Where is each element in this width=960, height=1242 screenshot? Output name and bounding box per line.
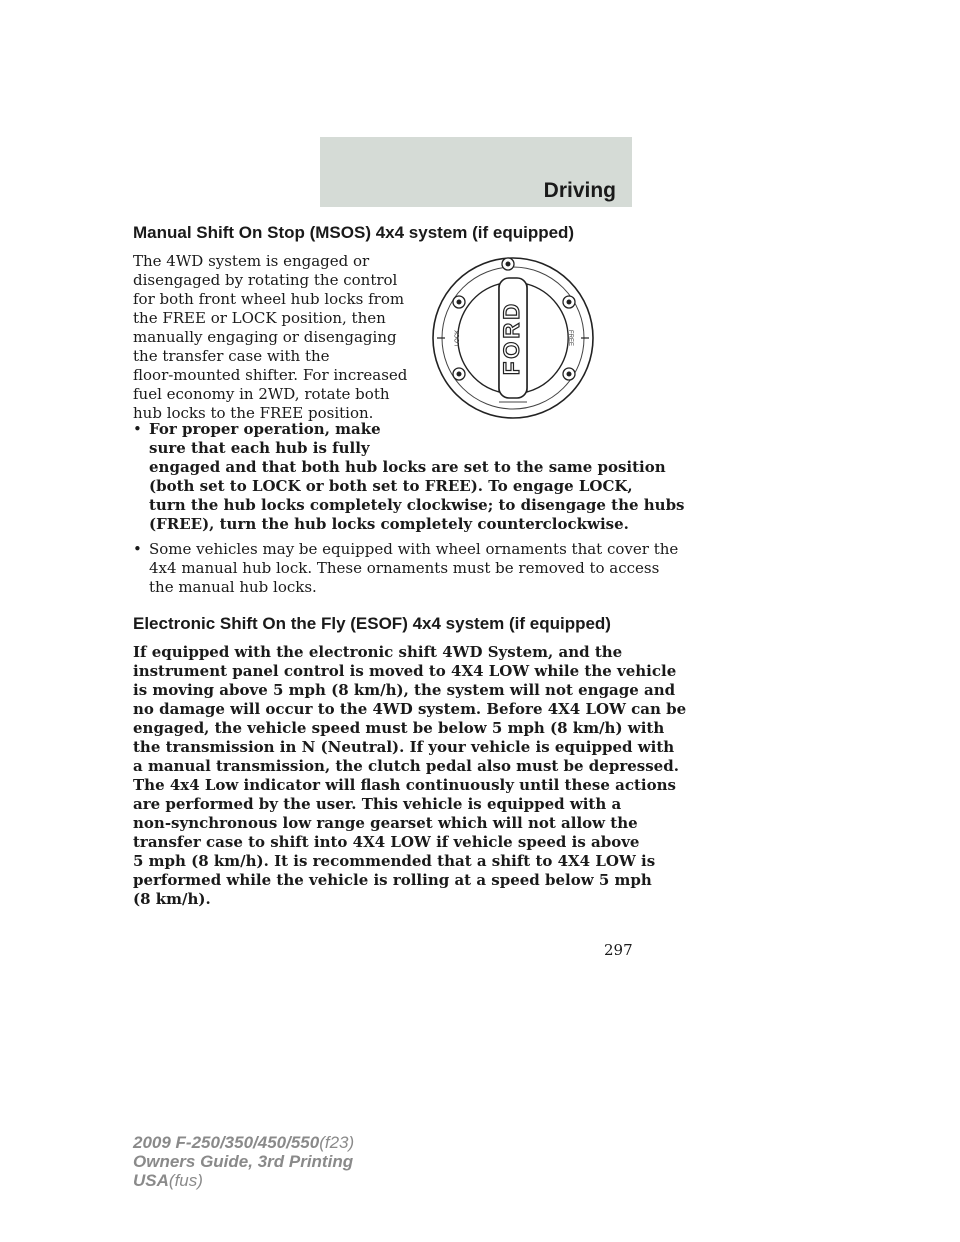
print-footer bbox=[133, 1133, 354, 1190]
text-line: manually engaging or disengaging bbox=[133, 328, 397, 346]
text-line: (8 km/h). bbox=[133, 890, 211, 908]
text-line: transfer case to shift into 4X4 LOW if vehicle speed is above bbox=[133, 833, 640, 851]
text-line: hub locks to the FREE position. bbox=[133, 404, 374, 422]
list-item bbox=[133, 540, 679, 597]
text-line: engaged and that both hub locks are set to the same position bbox=[149, 458, 666, 476]
esof-paragraph bbox=[133, 643, 687, 909]
footer-model-code: (f23) bbox=[319, 1133, 355, 1152]
page-content bbox=[133, 222, 687, 909]
text-line: If equipped with the electronic shift 4WD System, and the bbox=[133, 643, 623, 661]
text-line: For proper operation, make bbox=[149, 420, 381, 438]
text-line: (both set to LOCK or both set to FREE). To engage LOCK, bbox=[149, 477, 633, 495]
footer-model: 2009 F-250/350/450/550 bbox=[133, 1133, 320, 1152]
footer-edition: Owners Guide, 3rd Printing bbox=[133, 1152, 354, 1171]
text-line: Some vehicles may be equipped with wheel ornaments that cover the bbox=[149, 540, 679, 558]
text-line: is moving above 5 mph (8 km/h), the system will not engage and bbox=[133, 681, 676, 699]
page-number: 297 bbox=[604, 941, 633, 959]
text-line: no damage will occur to the 4WD system. Before 4X4 LOW can be bbox=[133, 700, 687, 718]
section-heading-msos: Manual Shift On Stop (MSOS) 4x4 system (if equipped) bbox=[133, 223, 575, 242]
text-line: non-synchronous low range gearset which will not allow the bbox=[133, 814, 638, 832]
ford-logo-text: FORD bbox=[498, 300, 524, 376]
text-line: the manual hub locks. bbox=[149, 578, 317, 596]
lock-position-label: LOCK bbox=[455, 329, 461, 347]
header-band bbox=[320, 137, 632, 207]
footer-region-code: (fus) bbox=[168, 1171, 203, 1190]
text-line: for both front wheel hub locks from bbox=[133, 290, 405, 308]
text-line: the transmission in N (Neutral). If your vehicle is equipped with bbox=[133, 738, 675, 756]
text-line: 5 mph (8 km/h). It is recommended that a shift to 4X4 LOW is bbox=[133, 852, 656, 870]
text-line: a manual transmission, the clutch pedal also must be depressed. bbox=[133, 757, 679, 775]
text-line: instrument panel control is moved to 4X4 LOW while the vehicle bbox=[133, 662, 677, 680]
text-line: (FREE), turn the hub locks completely counterclockwise. bbox=[149, 515, 629, 533]
text-line: performed while the vehicle is rolling at a speed below 5 mph bbox=[133, 871, 652, 889]
bullet-icon: • bbox=[133, 540, 142, 558]
bullet-icon: • bbox=[133, 420, 142, 438]
text-line: sure that each hub is fully bbox=[149, 439, 370, 457]
free-position-label: FREE bbox=[567, 329, 573, 347]
text-line: engaged, the vehicle speed must be below 5 mph (8 km/h) with bbox=[133, 719, 665, 737]
bullet-list bbox=[133, 420, 685, 597]
footer-region: USA bbox=[133, 1171, 169, 1190]
text-line: turn the hub locks completely clockwise; to disengage the hubs bbox=[149, 496, 685, 514]
text-line: 4x4 manual hub lock. These ornaments must be removed to access bbox=[149, 559, 660, 577]
text-line: floor-mounted shifter. For increased bbox=[133, 366, 408, 384]
text-line: are performed by the user. This vehicle is equipped with a bbox=[133, 795, 622, 813]
chapter-title: Driving bbox=[543, 179, 616, 202]
text-line: disengaged by rotating the control bbox=[133, 271, 398, 289]
text-line: fuel economy in 2WD, rotate both bbox=[133, 385, 390, 403]
text-line: the FREE or LOCK position, then bbox=[133, 309, 386, 327]
text-line: The 4x4 Low indicator will flash continuously until these actions bbox=[133, 776, 676, 794]
hub-lock-illustration bbox=[429, 254, 597, 422]
list-item bbox=[133, 420, 685, 534]
text-line: The 4WD system is engaged or bbox=[133, 252, 370, 270]
section-heading-esof: Electronic Shift On the Fly (ESOF) 4x4 system (if equipped) bbox=[133, 614, 611, 633]
intro-block bbox=[133, 252, 633, 422]
text-line: the transfer case with the bbox=[133, 347, 330, 365]
